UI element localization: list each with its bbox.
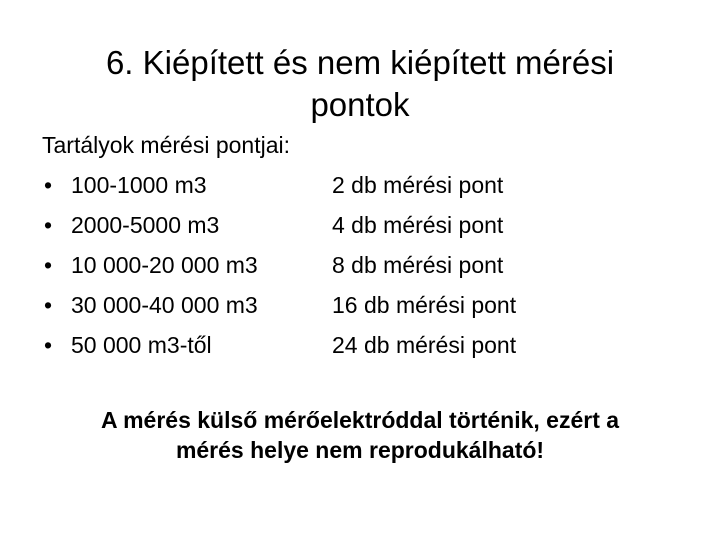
list-item: [44, 330, 684, 370]
list-item: [44, 210, 684, 250]
note-line-1: A mérés külső mérőelektróddal történik, ezért a: [100, 407, 620, 433]
bullet: •: [44, 252, 53, 278]
bullet: •: [44, 212, 53, 238]
list-item: [44, 250, 684, 290]
tank-size: 30 000-40 000 m3: [71, 292, 258, 318]
tank-size: 10 000-20 000 m3: [71, 252, 258, 278]
list-item: [44, 170, 684, 210]
measurement-point-count: 16 db mérési pont: [332, 292, 517, 318]
measurement-point-count: 24 db mérési pont: [332, 332, 517, 358]
measurement-point-count: 8 db mérési pont: [332, 252, 504, 278]
measurement-point-count: 4 db mérési pont: [332, 212, 504, 238]
slide-title-line-2: pontok: [310, 86, 410, 124]
slide-title: [40, 42, 680, 126]
bullet: •: [44, 292, 53, 318]
tank-size: 50 000 m3-től: [71, 332, 212, 358]
list-item: [44, 290, 684, 330]
tank-size: 2000-5000 m3: [71, 212, 220, 238]
note: [40, 405, 680, 465]
slide-title-line-1: 6. Kiépített és nem kiépített mérési: [105, 44, 615, 82]
bullet: •: [44, 172, 53, 198]
list-heading: Tartályok mérési pontjai:: [42, 132, 290, 158]
measurement-points-list: [44, 170, 684, 370]
measurement-point-count: 2 db mérési pont: [332, 172, 504, 198]
bullet: •: [44, 332, 53, 358]
tank-size: 100-1000 m3: [71, 172, 207, 198]
note-line-2: mérés helye nem reprodukálható!: [175, 437, 545, 463]
